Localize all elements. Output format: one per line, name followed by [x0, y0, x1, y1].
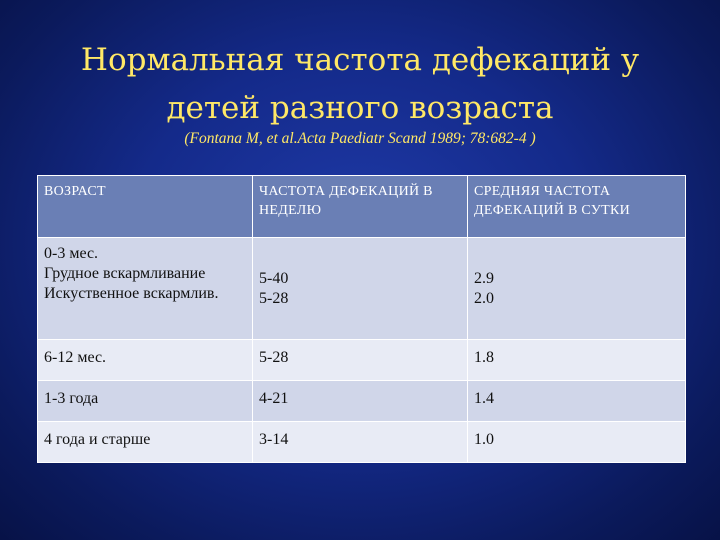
title-line-1: Нормальная частота дефекаций у	[80, 42, 640, 78]
age-cell: 1-3 года	[38, 381, 253, 422]
daily-cell: 1.0	[468, 422, 686, 463]
age-cell: 4 года и старше	[38, 422, 253, 463]
weekly-cell: 5-28	[253, 340, 468, 381]
header-daily-frequency: СРЕДНЯЯ ЧАСТОТА ДЕФЕКАЦИЙ В СУТКИ	[468, 176, 686, 238]
age-cell	[38, 238, 253, 340]
table-row	[38, 381, 686, 422]
table-row	[38, 340, 686, 381]
table-header-row	[38, 176, 686, 238]
frequency-table	[37, 175, 686, 463]
weekly-cell: 4-21	[253, 381, 468, 422]
feeding-artificial-label: Искуственное вскармлив.	[44, 285, 219, 302]
daily-artificial-value: 2.0	[474, 289, 494, 307]
weekly-artificial-value: 5-28	[259, 289, 289, 307]
daily-breast-value: 2.9	[474, 269, 494, 287]
age-cell: 6-12 мес.	[38, 340, 253, 381]
daily-cell	[468, 238, 686, 340]
age-group-label: 0-3 мес.	[44, 245, 99, 262]
weekly-breast-value: 5-40	[259, 269, 289, 287]
title-line-2: детей разного возраста	[166, 90, 554, 126]
weekly-cell	[253, 238, 468, 340]
daily-cell: 1.8	[468, 340, 686, 381]
header-weekly-frequency: ЧАСТОТА ДЕФЕКАЦИЙ В НЕДЕЛЮ	[253, 176, 468, 238]
feeding-breast-label: Грудное вскармливание	[44, 265, 206, 282]
table-row	[38, 238, 686, 340]
daily-cell: 1.4	[468, 381, 686, 422]
citation: (Fontana M, et al.Acta Paediatr Scand 1989; 78:682-4 )	[184, 130, 536, 147]
weekly-cell: 3-14	[253, 422, 468, 463]
table-row	[38, 422, 686, 463]
slide-title	[40, 36, 680, 132]
header-age: ВОЗРАСТ	[38, 176, 253, 238]
